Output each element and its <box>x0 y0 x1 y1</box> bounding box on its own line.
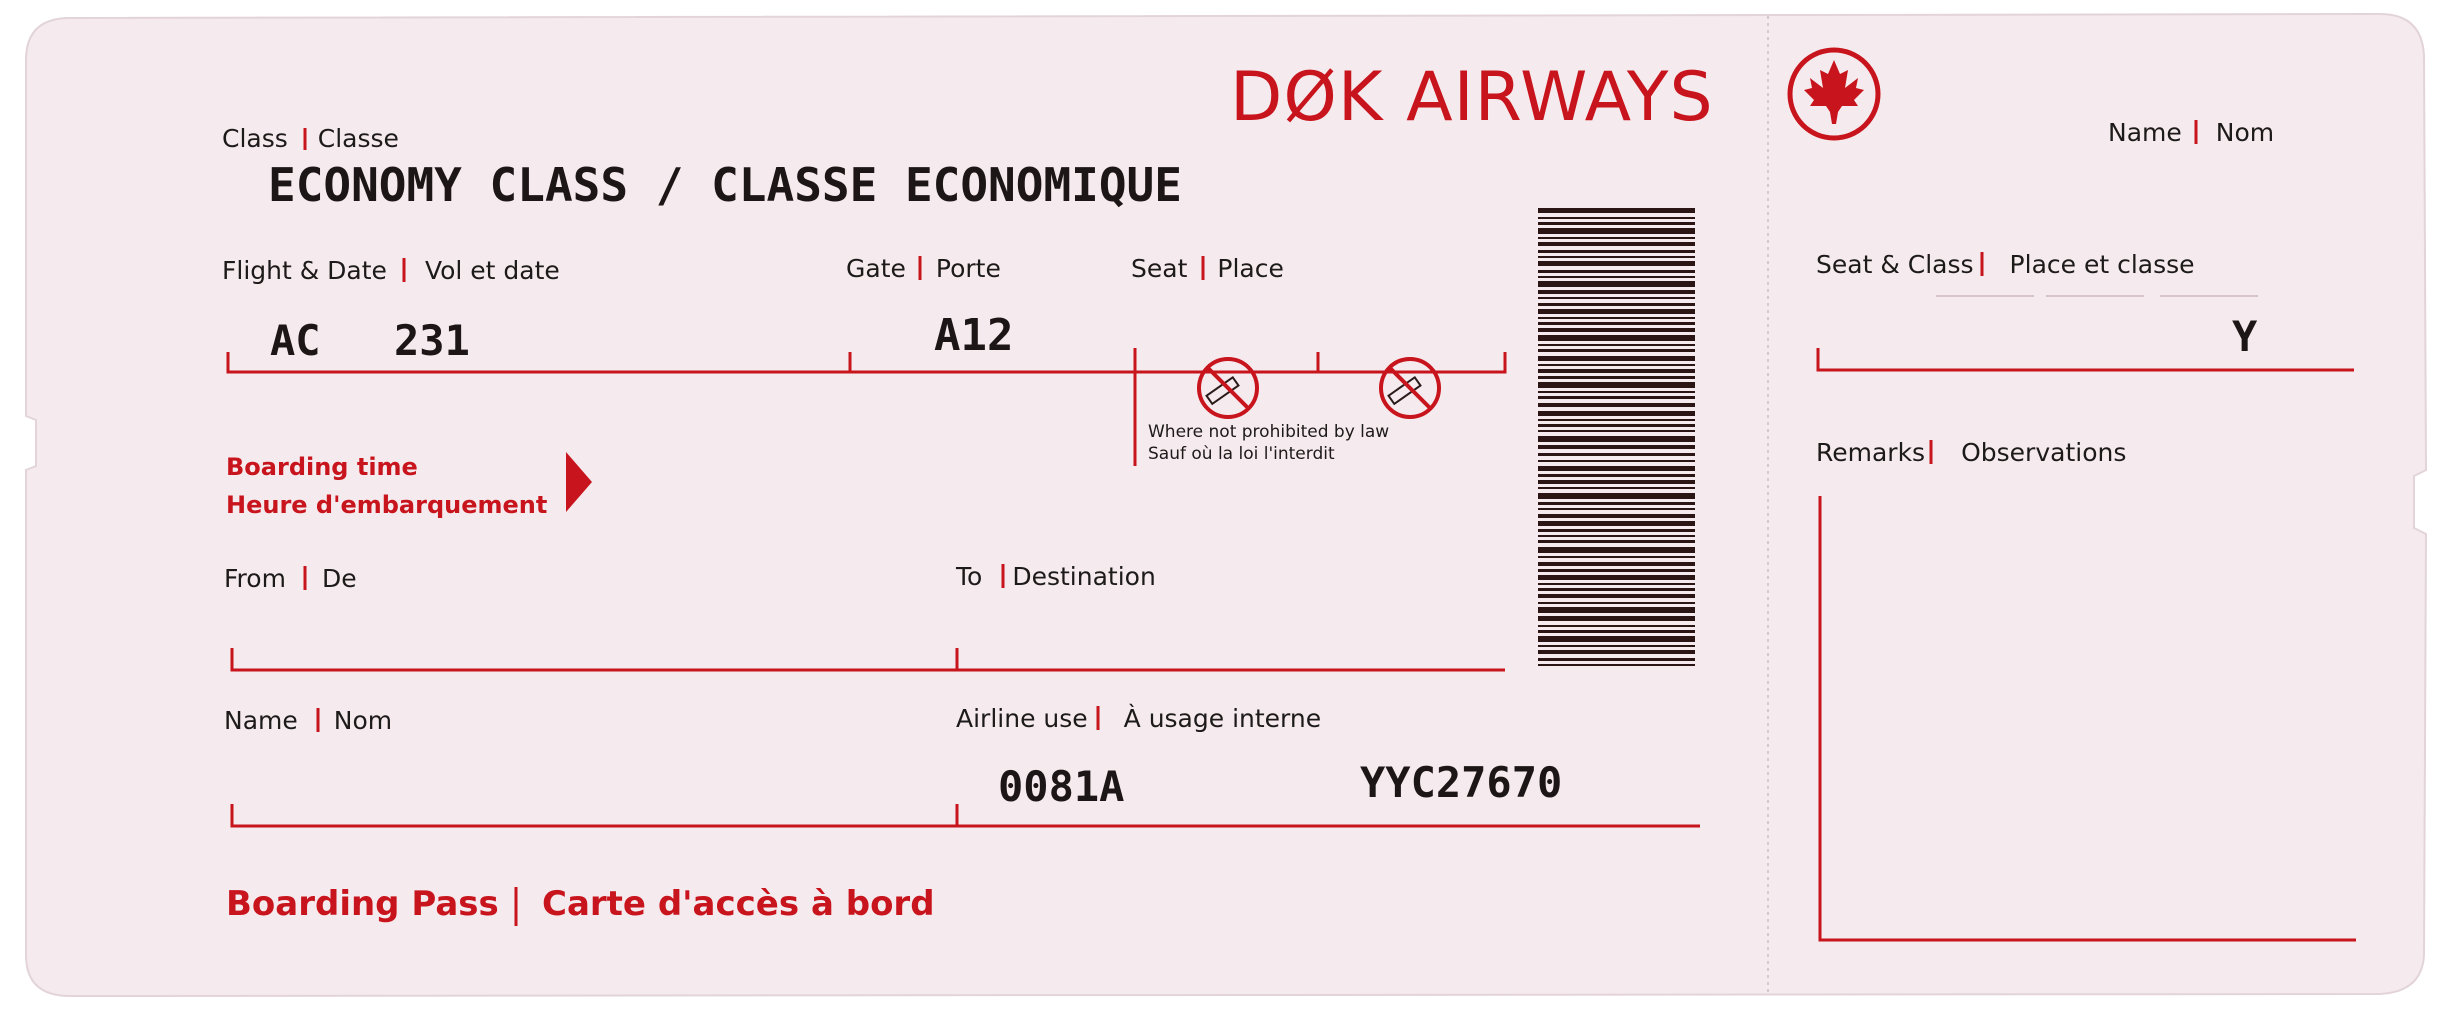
barcode-bar <box>1538 281 1695 287</box>
to-label: To Destination <box>956 562 1156 591</box>
footer-carte-acces: Carte d'accès à bord <box>542 884 935 924</box>
barcode-bar <box>1538 376 1695 379</box>
barcode-bar <box>1538 650 1695 654</box>
airline-use-code-2: YYC27670 <box>1360 758 1563 807</box>
barcode-bar <box>1538 508 1695 510</box>
name-label: Name Nom <box>224 706 393 735</box>
barcode-bar <box>1538 364 1695 366</box>
stub-name-label: Name Nom <box>2108 118 2275 147</box>
barcode-bar <box>1538 382 1695 388</box>
barcode-bar <box>1538 445 1695 449</box>
barcode-bar <box>1538 424 1695 427</box>
barcode-bar <box>1538 575 1695 580</box>
barcode-bar <box>1538 369 1695 373</box>
barcode-bar <box>1538 222 1695 225</box>
barcode-bar <box>1538 344 1695 346</box>
barcode-bar <box>1538 502 1695 505</box>
barcode-bar <box>1538 391 1695 393</box>
barcode-bar <box>1538 256 1695 258</box>
barcode-bar <box>1538 514 1695 518</box>
barcode-bar <box>1538 602 1695 604</box>
barcode-bar <box>1538 396 1695 399</box>
flight-date-label: Flight & Date Vol et date <box>222 256 560 285</box>
barcode-bar <box>1538 636 1695 642</box>
barcode-bar <box>1538 630 1695 633</box>
barcode-bar <box>1538 208 1695 213</box>
barcode-bar <box>1538 270 1695 273</box>
barcode-bar <box>1538 535 1695 537</box>
barcode-bar <box>1538 356 1695 361</box>
barcode-bar <box>1538 588 1695 591</box>
barcode-bar <box>1538 328 1695 332</box>
barcode-bar <box>1538 261 1695 266</box>
from-label: From De <box>224 564 357 593</box>
seat-label: Seat Place <box>1131 254 1284 283</box>
flight-code: AC <box>270 316 321 365</box>
barcode-bar <box>1538 529 1695 532</box>
barcode-bar <box>1538 540 1695 543</box>
barcode-bar <box>1538 250 1695 253</box>
barcode-bar <box>1538 594 1695 598</box>
stub-seat-class-label: Seat & Class Place et classe <box>1816 250 2195 279</box>
gate-label: Gate Porte <box>846 254 1001 283</box>
barcode-bar <box>1538 625 1695 627</box>
barcode-bar <box>1538 474 1695 477</box>
barcode-bar <box>1538 309 1695 314</box>
barcode-bar <box>1538 228 1695 234</box>
barcode-bar <box>1538 303 1695 306</box>
smoking-note: Where not prohibited by law Sauf où la loi l'interdit <box>1148 422 1390 464</box>
barcode-bar <box>1538 466 1695 471</box>
boarding-time-label: Boarding time Heure d'embarquement <box>226 453 548 519</box>
barcode-bar <box>1538 335 1695 341</box>
flight-number: 231 <box>394 316 470 365</box>
barcode-bar <box>1538 521 1695 526</box>
barcode-bar <box>1538 237 1695 239</box>
barcode-bar <box>1538 607 1695 613</box>
class-label: Class Classe <box>222 124 399 153</box>
barcode-bar <box>1538 297 1695 299</box>
barcode-bar <box>1538 242 1695 246</box>
barcode-bar <box>1538 616 1695 621</box>
barcode-bar <box>1538 403 1695 407</box>
barcode-bar <box>1538 430 1695 432</box>
airline-use-code-1: 0081A <box>998 762 1125 811</box>
barcode-bar <box>1538 480 1695 484</box>
barcode-bar <box>1538 436 1695 442</box>
barcode-bar <box>1538 569 1695 572</box>
barcode-bar <box>1538 645 1695 647</box>
barcode-bar <box>1538 322 1695 325</box>
brand-name: DØK AIRWAYS <box>1230 58 1714 137</box>
barcode-bar <box>1538 217 1695 219</box>
stub-remarks-label: Remarks Observations <box>1816 438 2127 467</box>
barcode <box>1538 208 1695 666</box>
footer-boarding-pass: Boarding Pass <box>226 884 499 924</box>
barcode-bar <box>1538 562 1695 566</box>
stub-seat-class-value: Y <box>2232 312 2258 361</box>
barcode-bar <box>1538 349 1695 352</box>
barcode-bar <box>1538 556 1695 558</box>
barcode-bar <box>1538 276 1695 278</box>
barcode-bar <box>1538 487 1695 489</box>
barcode-bar <box>1538 411 1695 416</box>
barcode-bar <box>1538 664 1695 666</box>
barcode-bar <box>1538 317 1695 319</box>
barcode-bar <box>1538 290 1695 294</box>
barcode-bar <box>1538 453 1695 456</box>
barcode-bar <box>1538 460 1695 462</box>
class-value: ECONOMY CLASS / CLASSE ECONOMIQUE <box>268 158 1182 212</box>
barcode-bar <box>1538 658 1695 661</box>
gate-value: A12 <box>934 310 1014 361</box>
barcode-bar <box>1538 419 1695 421</box>
airline-use-label: Airline use À usage interne <box>956 704 1322 733</box>
barcode-bar <box>1538 547 1695 553</box>
barcode-bar <box>1538 493 1695 499</box>
barcode-bar <box>1538 583 1695 585</box>
